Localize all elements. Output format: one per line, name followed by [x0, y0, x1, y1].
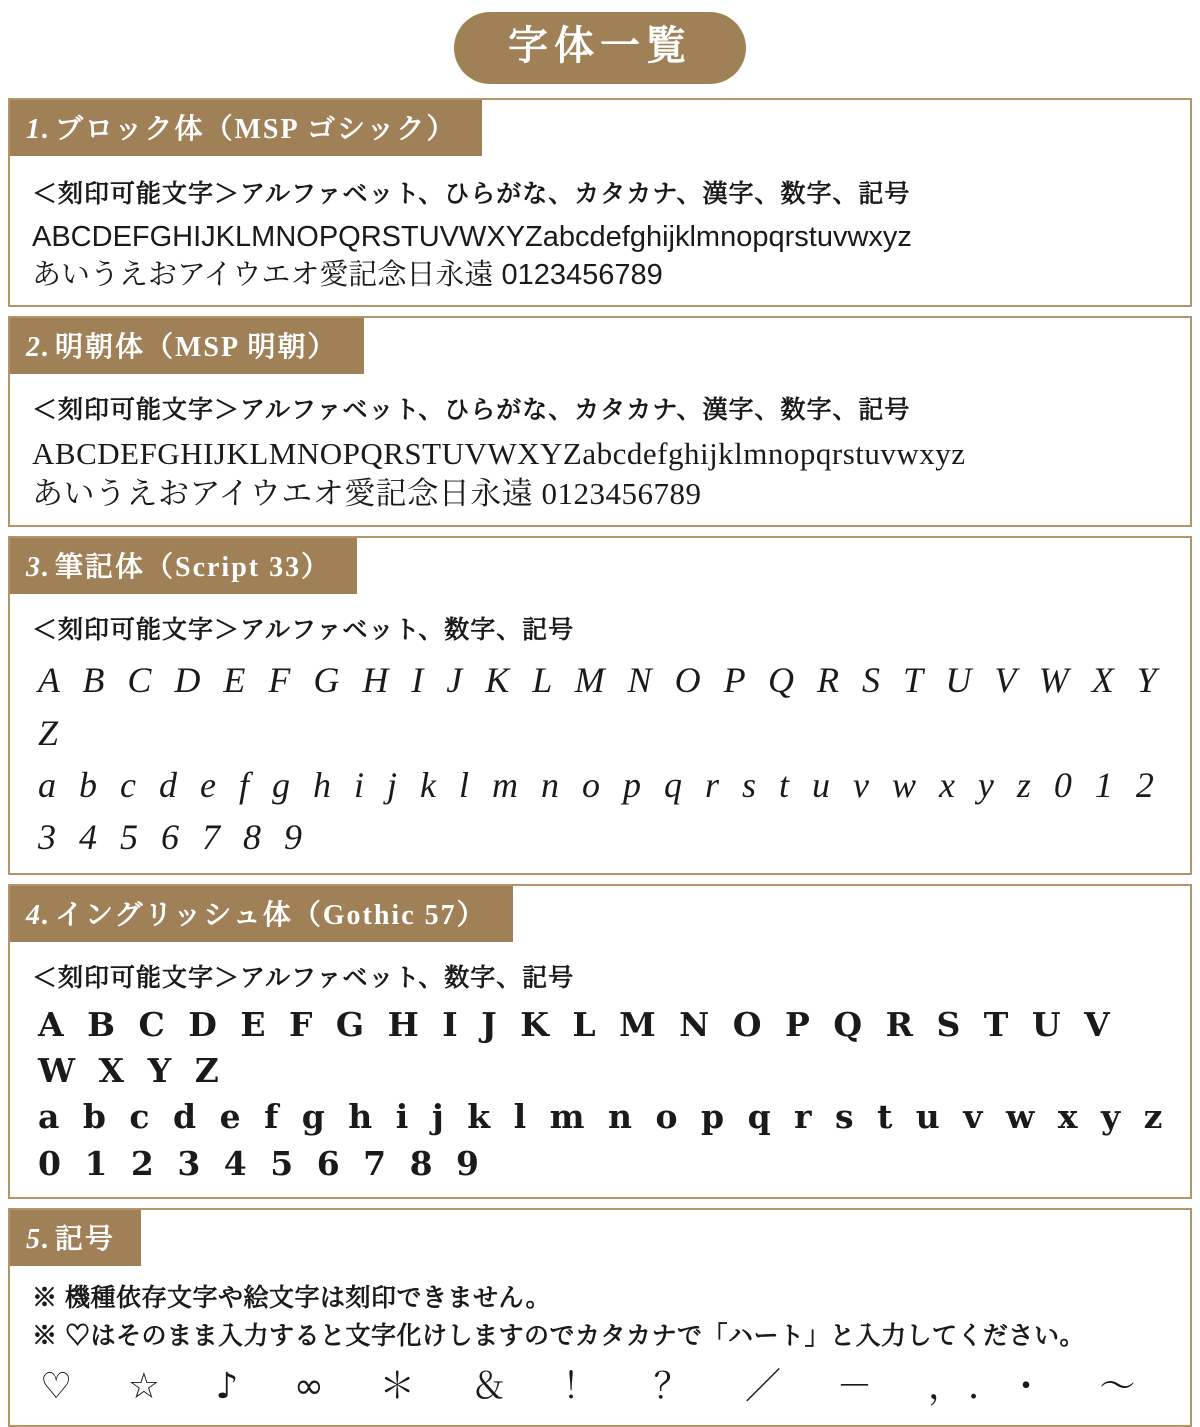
section-4-number: 4.	[26, 900, 51, 932]
section-symbols	[8, 1208, 1192, 1427]
section-1-charset-label: ＜刻印可能文字＞アルファベット、ひらがな、カタカナ、漢字、数字、記号	[32, 180, 911, 208]
section-3-title	[10, 538, 357, 594]
section-2-charset-label: ＜刻印可能文字＞アルファベット、ひらがな、カタカナ、漢字、数字、記号	[32, 396, 911, 424]
section-3-sample-uppercase: A B C D E F G H I J K L M N O P Q R S T U V W X Y Z	[38, 660, 1164, 753]
section-5-title	[10, 1210, 141, 1266]
section-block-gothic	[8, 98, 1192, 307]
section-1-title	[10, 100, 482, 156]
section-2-sample-latin: ABCDEFGHIJKLMNOPQRSTUVWXYZabcdefghijklmnopqrstuvwxyz	[32, 435, 966, 471]
section-3-label: 筆記体（Script 33）	[55, 552, 332, 584]
section-1-body	[10, 156, 1190, 295]
section-3-body	[10, 594, 1190, 863]
section-5-number: 5.	[26, 1223, 51, 1255]
section-3-sample-lowercase: a b c d e f g h i j k l m n o p q r s t u v w x y z 0 1 2 3 4 5 6 7 8 9	[38, 764, 1161, 857]
section-4-title	[10, 886, 513, 942]
section-3-charset-label: ＜刻印可能文字＞アルファベット、数字、記号	[32, 616, 575, 645]
section-4-sample-uppercase: A B C D E F G H I J K L M N O P Q R S T U V W X Y Z	[38, 1005, 1116, 1091]
section-4-body	[10, 942, 1190, 1187]
section-english-gothic	[8, 884, 1192, 1199]
section-mincho	[8, 316, 1192, 528]
section-2-label: 明朝体（MSP 明朝）	[55, 331, 338, 363]
section-1-sample-japanese: あいうえおアイウエオ愛記念日永遠 0123456789	[32, 259, 663, 292]
section-5-body	[10, 1266, 1190, 1415]
section-1-sample-latin: ABCDEFGHIJKLMNOPQRSTUVWXYZabcdefghijklmnopqrstuvwxyz	[32, 221, 912, 253]
section-5-note-2: ※ ♡はそのまま入力すると文字化けしますのでカタカナで「ハート」と入力してください。	[32, 1322, 1085, 1351]
page-title: 字体一覧	[454, 12, 746, 84]
section-1-label: ブロック体（MSP ゴシック）	[55, 114, 457, 145]
section-5-label: 記号	[55, 1223, 116, 1255]
section-4-sample-lowercase: a b c d e f g h i j k l m n o p q r s t u v w x y z 0 1 2 3 4 5 6 7 8 9	[38, 1097, 1169, 1183]
section-2-title	[10, 318, 364, 374]
section-5-symbol-list: ♡ ☆ ♪ ∞ ＊ ＆ ！ ？ ／ － ，．・ ～	[40, 1366, 1158, 1408]
page-header	[0, 0, 1200, 98]
section-2-number: 2.	[26, 331, 51, 363]
section-5-note-1: ※ 機種依存文字や絵文字は刻印できません。	[32, 1283, 551, 1312]
section-3-number: 3.	[26, 552, 51, 584]
section-script	[8, 536, 1192, 875]
section-2-body	[10, 374, 1190, 516]
section-2-sample-japanese: あいうえおアイウエオ愛記念日永遠 0123456789	[32, 476, 702, 512]
section-1-number: 1.	[26, 114, 51, 145]
section-4-label: イングリッシュ体（Gothic 57）	[55, 900, 487, 932]
section-4-charset-label: ＜刻印可能文字＞アルファベット、数字、記号	[32, 964, 575, 993]
